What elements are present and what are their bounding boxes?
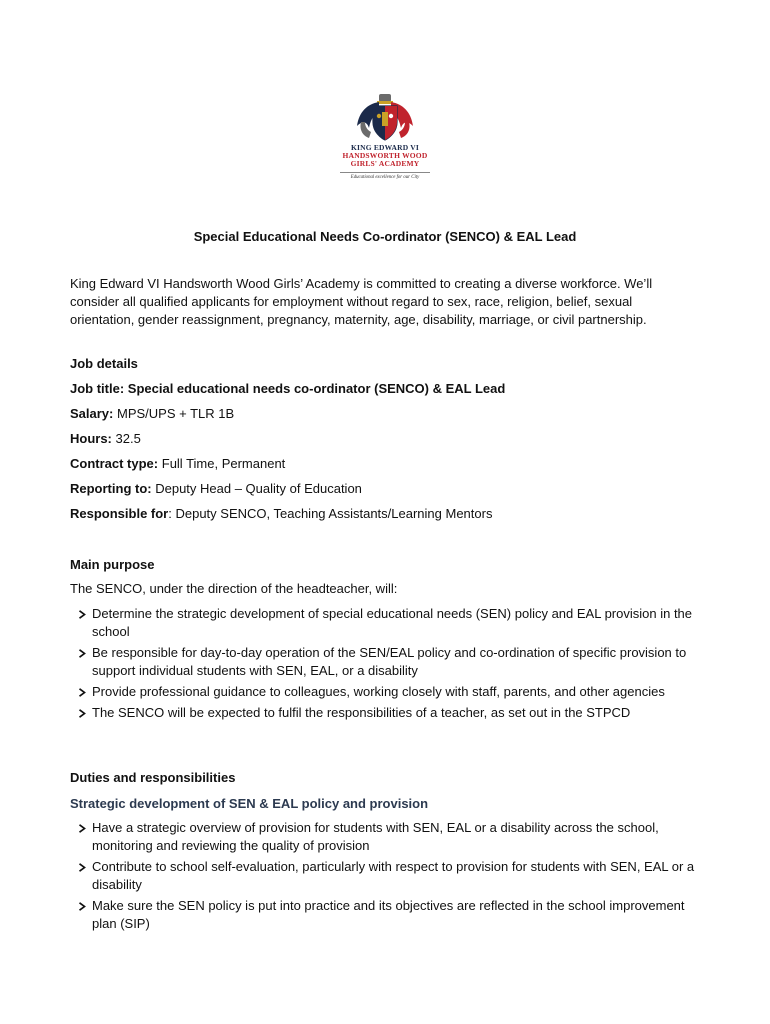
job-title-row [70,380,505,398]
list-item: Provide professional guidance to colleagues, working closely with staff, parents, and other agencies [78,683,698,701]
responsible-label: Responsible for [70,506,169,521]
chevron-right-icon [78,709,86,718]
hours-value: 32.5 [115,431,141,446]
contract-label: Contract type: [70,456,159,471]
main-purpose-lead: The SENCO, under the direction of the headteacher, will: [70,581,398,596]
chevron-right-icon [78,824,86,833]
contract-row [70,455,285,473]
logo-line-3: GIRLS' ACADEMY [350,159,420,168]
duties-subheading: Strategic development of SEN & EAL policy and provision [70,796,429,811]
contract-value: Full Time, Permanent [161,456,286,471]
list-item: Be responsible for day-to-day operation of the SEN/EAL policy and co-ordination of specific provision to support individual students with SEN, EAL, or a disability [78,644,698,680]
responsible-row [70,505,492,523]
document-title: Special Educational Needs Co-ordinator (SENCO) & EAL Lead [193,229,577,244]
duties-list [78,819,698,933]
salary-value: MPS/UPS + TLR 1B [117,406,235,421]
list-item: Make sure the SEN policy is put into practice and its objectives are reflected in the school improvement plan (SIP) [78,897,698,933]
chevron-right-icon [78,649,86,658]
hours-label: Hours: [70,431,112,446]
list-item: The SENCO will be expected to fulfil the responsibilities of a teacher, as set out in the STPCD [78,704,698,722]
logo-line-1: KING EDWARD VI [350,143,420,152]
main-purpose-list [78,605,698,722]
list-item: Have a strategic overview of provision for students with SEN, EAL or a disability across the school, monitoring and reviewing the quality of provision [78,819,698,855]
job-details-heading: Job details [70,356,138,371]
intro-paragraph: King Edward VI Handsworth Wood Girls’ Academy is committed to creating a diverse workforce. We’ll consider all qualified applicants for employment without regard to sex, race, religion, belief, sexual orientation, gender reassignment, pregnancy, maternity, age, disability, marriage, or civil partnership. [70,276,653,327]
school-logo [333,92,437,180]
reporting-row [70,480,362,498]
reporting-value: Deputy Head – Quality of Education [155,481,362,496]
list-item: Determine the strategic development of special educational needs (SEN) policy and EAL provision in the school [78,605,698,641]
chevron-right-icon [78,610,86,619]
responsible-value: : Deputy SENCO, Teaching Assistants/Learning Mentors [168,506,493,521]
chevron-right-icon [78,902,86,911]
chevron-right-icon [78,688,86,697]
hours-row [70,430,141,448]
logo-line-2: HANDSWORTH WOOD [342,151,428,160]
job-title-text: Job title: Special educational needs co-ordinator (SENCO) & EAL Lead [70,381,506,396]
salary-row [70,405,234,423]
reporting-label: Reporting to: [70,481,152,496]
salary-label: Salary: [70,406,114,421]
logo-tagline: Educational excellence for our City [350,175,420,180]
logo-divider [340,172,430,173]
crest-icon [349,92,421,142]
list-item: Contribute to school self-evaluation, particularly with respect to provision for students with SEN, EAL or a disability [78,858,698,894]
main-purpose-heading: Main purpose [70,557,155,572]
duties-heading: Duties and responsibilities [70,770,236,785]
chevron-right-icon [78,863,86,872]
